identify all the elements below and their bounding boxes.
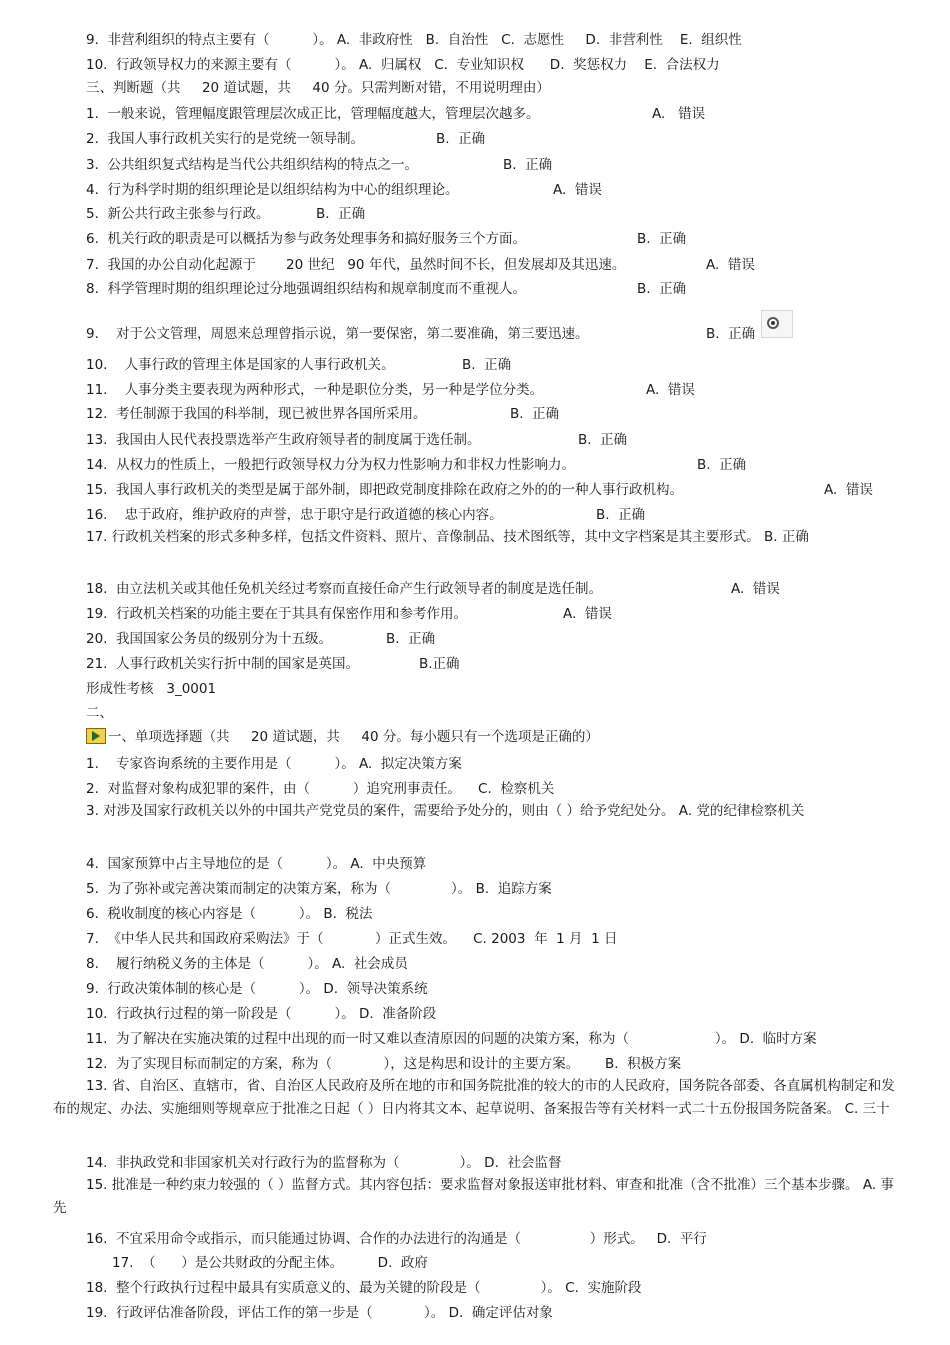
judge-answer: A. 错误 bbox=[824, 482, 873, 498]
section-label: 二、 bbox=[86, 705, 113, 721]
judge-question: 10. 人事行政的管理主体是国家的人事行政机关。 bbox=[86, 357, 395, 373]
choice-question: 19. 行政评估准备阶段，评估工作的第一步是（ ）。 D. 确定评估对象 bbox=[86, 1305, 553, 1321]
choice-question: 14. 非执政党和非国家机关对行政行为的监督称为（ ）。 D. 社会监督 bbox=[86, 1155, 562, 1171]
judge-answer: B.正确 bbox=[419, 656, 460, 672]
question-line: 10. 行政领导权力的来源主要有（ ）。 A. 归属权 C. 专业知识权 D. 奖惩权力 E. 合法权力 bbox=[86, 57, 720, 73]
judge-question: 12. 考任制源于我国的科举制，现已被世界各国所采用。 bbox=[86, 406, 427, 422]
choice-question: 10. 行政执行过程的第一阶段是（ ）。 D. 准备阶段 bbox=[86, 1006, 437, 1022]
section-code: 形成性考核 3_0001 bbox=[86, 681, 217, 697]
judge-question: 20. 我国国家公务员的级别分为十五级。 bbox=[86, 631, 333, 647]
choice-question: 7. 《中华人民共和国政府采购法》于（ ）正式生效。 C. 2003 年 1 月 1 日 bbox=[86, 931, 618, 947]
bullet-icon bbox=[86, 728, 106, 744]
question-line: 9. 非营利组织的特点主要有（ ）。 A. 非政府性 B. 自治性 C. 志愿性 D. 非营利性 E. 组织性 bbox=[86, 32, 742, 48]
judge-question: 5. 新公共行政主张参与行政。 bbox=[86, 206, 270, 222]
choice-question: 1. 专家咨询系统的主要作用是（ ）。 A. 拟定决策方案 bbox=[86, 756, 462, 772]
judge-question: 14. 从权力的性质上，一般把行政领导权力分为权力性影响力和非权力性影响力。 bbox=[86, 457, 576, 473]
judge-question: 16. 忠于政府，维护政府的声誉，忠于职守是行政道德的核心内容。 bbox=[86, 507, 503, 523]
judge-answer: B. 正确 bbox=[578, 432, 628, 448]
judge-question: 19. 行政机关档案的功能主要在于其具有保密作用和参考作用。 bbox=[86, 606, 468, 622]
judge-answer: A. 错误 bbox=[731, 581, 780, 597]
camera-icon bbox=[761, 310, 793, 338]
judge-question: 13. 我国由人民代表投票选举产生政府领导者的制度属于选任制。 bbox=[86, 432, 481, 448]
choice-question: 18. 整个行政执行过程中最具有实质意义的、最为关键的阶段是（ ）。 C. 实施阶段 bbox=[86, 1280, 642, 1296]
choice-question: 12. 为了实现目标而制定的方案，称为（ ），这是构思和设计的主要方案。 B. 积极方案 bbox=[86, 1056, 682, 1072]
judge-question: 2. 我国人事行政机关实行的是党统一领导制。 bbox=[86, 131, 364, 147]
judge-answer: B. 正确 bbox=[706, 326, 756, 342]
judge-question: 15. 我国人事行政机关的类型是属于部外制，即把政党制度排除在政府之外的的一种人事行政机构。 bbox=[86, 482, 684, 498]
judge-question: 17. 行政机关档案的形式多种多样，包括文件资料、照片、音像制品、技术图纸等，其中文字档案是其主要形式。 B. 正确 bbox=[86, 529, 809, 545]
choice-question: 8. 履行纳税义务的主体是（ ）。 A. 社会成员 bbox=[86, 956, 408, 972]
section-heading-text: 一、单项选择题（共 20 道试题，共 40 分。每小题只有一个选项是正确的） bbox=[108, 729, 599, 745]
choice-question: 9. 行政决策体制的核心是（ ）。 D. 领导决策系统 bbox=[86, 981, 428, 997]
choice-question: 6. 税收制度的核心内容是（ ）。 B. 税法 bbox=[86, 906, 373, 922]
judge-answer: B. 正确 bbox=[386, 631, 436, 647]
judge-question: 1. 一般来说，管理幅度跟管理层次成正比，管理幅度越大，管理层次越多。 bbox=[86, 106, 540, 122]
judge-question: 4. 行为科学时期的组织理论是以组织结构为中心的组织理论。 bbox=[86, 182, 459, 198]
judge-answer: A. 错误 bbox=[563, 606, 612, 622]
judge-question: 8. 科学管理时期的组织理论过分地强调组织结构和规章制度而不重视人。 bbox=[86, 281, 526, 297]
choice-question: 3. 对涉及国家行政机关以外的中国共产党党员的案件，需要给予处分的，则由（ ）给予党纪处分。 A. 党的纪律检察机关 bbox=[86, 803, 805, 819]
choice-question: 15. 批准是一种约束力较强的（ ）监督方式。其内容包括：要求监督对象报送审批材料、审查和批准（含不批准）三个基本步骤。 A. 事先 bbox=[53, 1177, 894, 1216]
choice-question: 4. 国家预算中占主导地位的是（ ）。 A. 中央预算 bbox=[86, 856, 427, 872]
choice-question: 11. 为了解决在实施决策的过程中出现的而一时又难以查清原因的问题的决策方案，称为（ ）。 D. 临时方案 bbox=[86, 1031, 817, 1047]
judge-answer: B. 正确 bbox=[436, 131, 486, 147]
choice-question: 2. 对监督对象构成犯罪的案件，由（ ）追究刑事责任。 C. 检察机关 bbox=[86, 781, 555, 797]
judge-question: 3. 公共组织复式结构是当代公共组织结构的特点之一。 bbox=[86, 157, 418, 173]
judge-answer: A. 错误 bbox=[553, 182, 602, 198]
judge-answer: A. 错误 bbox=[652, 106, 706, 122]
choice-question: 16. 不宜采用命令或指示，而只能通过协调、合作的办法进行的沟通是（ ）形式。 D. 平行 bbox=[86, 1231, 707, 1247]
judge-question: 18. 由立法机关或其他任免机关经过考察而直接任命产生行政领导者的制度是选任制。 bbox=[86, 581, 603, 597]
judge-question: 7. 我国的办公自动化起源于 20 世纪 90 年代，虽然时间不长，但发展却及其迅速。 bbox=[86, 257, 626, 273]
judge-answer: A. 错误 bbox=[706, 257, 755, 273]
section-heading: 三、判断题（共 20 道试题，共 40 分。只需判断对错，不用说明理由） bbox=[86, 80, 550, 96]
judge-answer: B. 正确 bbox=[637, 281, 687, 297]
section-heading bbox=[86, 728, 599, 746]
judge-answer: B. 正确 bbox=[503, 157, 553, 173]
judge-answer: A. 错误 bbox=[646, 382, 695, 398]
judge-question: 11. 人事分类主要表现为两种形式，一种是职位分类，另一种是学位分类。 bbox=[86, 382, 544, 398]
judge-question: 9. 对于公文管理，周恩来总理曾指示说，第一要保密，第二要准确，第三要迅速。 bbox=[86, 326, 589, 342]
judge-answer: B. 正确 bbox=[596, 507, 646, 523]
judge-answer: B. 正确 bbox=[697, 457, 747, 473]
judge-answer: B. 正确 bbox=[510, 406, 560, 422]
judge-answer: B. 正确 bbox=[316, 206, 366, 222]
judge-question: 21. 人事行政机关实行折中制的国家是英国。 bbox=[86, 656, 360, 672]
choice-question: 17. （ ）是公共财政的分配主体。 D. 政府 bbox=[112, 1255, 428, 1271]
choice-question: 5. 为了弥补或完善决策而制定的决策方案，称为（ ）。 B. 追踪方案 bbox=[86, 881, 552, 897]
judge-answer: B. 正确 bbox=[637, 231, 687, 247]
judge-question: 6. 机关行政的职责是可以概括为参与政务处理事务和搞好服务三个方面。 bbox=[86, 231, 526, 247]
judge-answer: B. 正确 bbox=[462, 357, 512, 373]
choice-question: 13. 省、自治区、直辖市，省、自治区人民政府及所在地的市和国务院批准的较大的市的人民政府，国务院各部委、各直属机构制定和发布的规定、办法、实施细则等规章应于批准之日起（ ）日内将其文本、起草说明、备案报告等有关材料一式二十五份报国务院备案。 C. 三十 bbox=[53, 1078, 895, 1117]
